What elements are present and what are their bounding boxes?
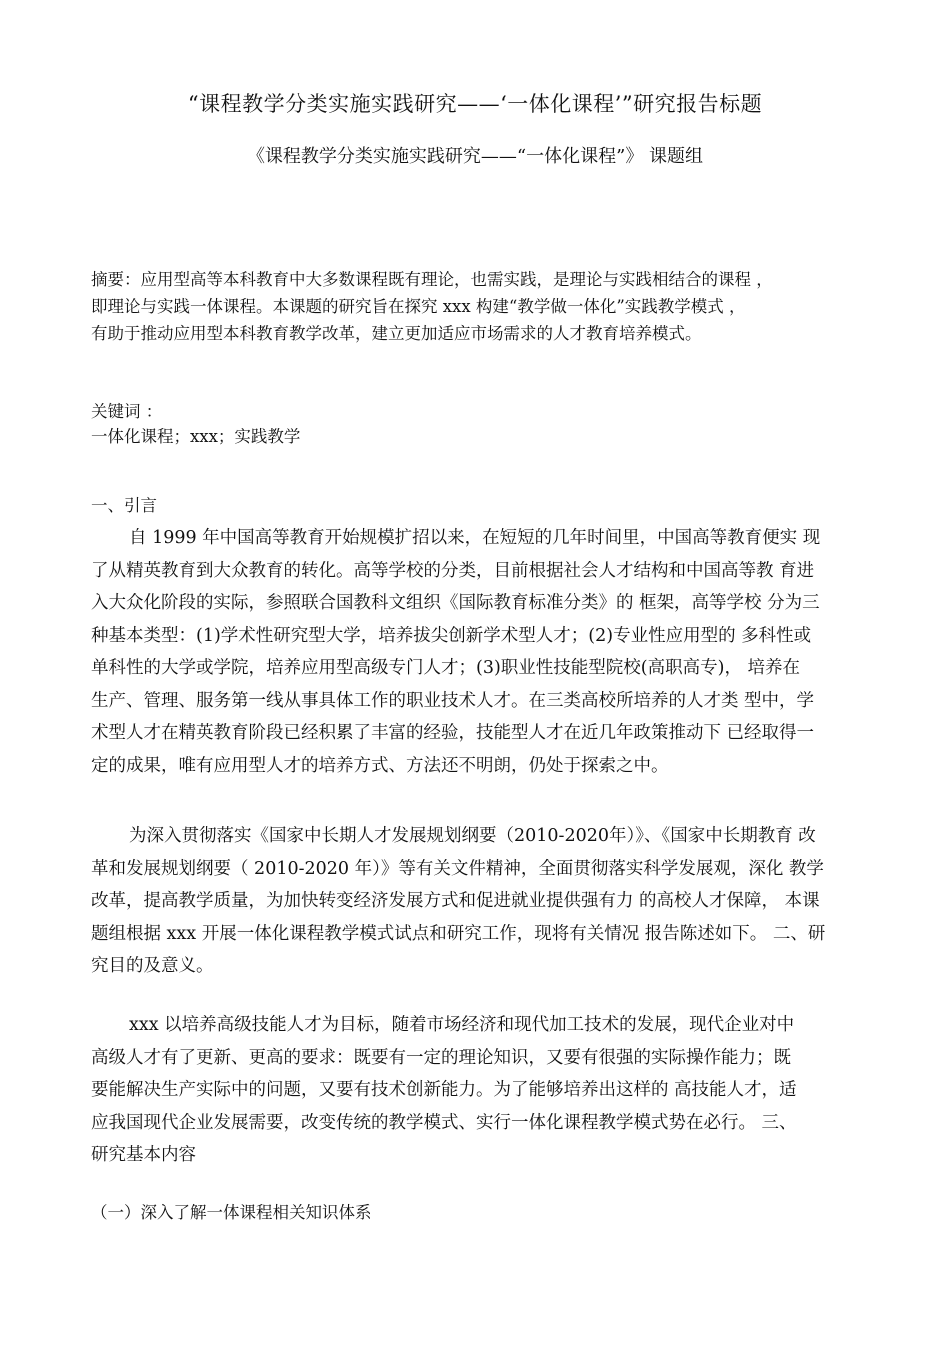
paragraph-line: 研究基本内容	[91, 1145, 196, 1165]
keywords-list: 一体化课程；xxx；实践教学	[91, 427, 301, 446]
subsection-heading: （一）深入了解一体课程相关知识体系	[91, 1203, 372, 1222]
paragraph-line: 术型人才在精英教育阶段已经积累了丰富的经验，技能型人才在近几年政策推动下 已经取得一	[91, 723, 815, 743]
keywords-block	[91, 399, 300, 449]
document-title: “课程教学分类实施实践研究——‘一体化课程’”研究报告标题	[187, 92, 763, 116]
paragraph-line: 单科性的大学或学院，培养应用型高级专门人才；(3)职业性技能型院校(高职高专)， 培养在	[91, 658, 801, 678]
paragraph-line: 革和发展规划纲要（ 2010-2020 年）》等有关文件精神，全面贯彻落实科学发展观，深化 教学	[91, 858, 824, 879]
abstract-line: 有助于推动应用型本科教育教学改革，建立更加适应市场需求的人才教育培养模式。	[91, 324, 702, 343]
paragraph-line: 了从精英教育到大众教育的转化。高等学校的分类，目前根据社会人才结构和中国高等教 育进	[91, 560, 815, 581]
document-subtitle: 《课程教学分类实施实践研究——“一体化课程”》 课题组	[246, 146, 704, 167]
abstract	[91, 266, 871, 347]
paragraph-line: 改革，提高教学质量，为加快转变经济发展方式和促进就业提供强有力 的高校人才保障， 本课	[91, 891, 820, 911]
paragraph-line: 为深入贯彻落实《国家中长期人才发展规划纲要（2010-2020年）》、《国家中长期教育 改	[129, 826, 816, 846]
paragraph-introduction	[91, 522, 891, 782]
paragraph-line: 入大众化阶段的实际，参照联合国教科文组织《国际教育标准分类》的 框架，高等学校 分为三	[91, 593, 820, 613]
paragraph-line: 定的成果，唯有应用型人才的培养方式、方法还不明朗，仍处于探索之中。	[91, 755, 669, 776]
paragraph-line: 要能解决生产实际中的问题，又要有技术创新能力。为了能够培养出这样的 高技能人才，适	[91, 1080, 797, 1100]
paragraph-line: 自 1999 年中国高等教育开始规模扩招以来，在短短的几年时间里，中国高等教育便实 现	[129, 528, 821, 548]
paragraph-line: 高级人才有了更新、更高的要求：既要有一定的理论知识，又要有很强的实际操作能力；既	[91, 1047, 791, 1068]
paragraph-line: 生产、管理、服务第一线从事具体工作的职业技术人才。在三类高校所培养的人才类 型中，学	[91, 690, 815, 711]
keywords-label: 关键词 ：	[91, 402, 163, 421]
abstract-line: 即理论与实践一体课程。本课题的研究旨在探究 xxx 构建“教学做一体化”实践教学模式 ，	[91, 297, 746, 316]
paragraph-line: 种基本类型：(1)学术性研究型大学，培养拔尖创新学术型人才；(2)专业性应用型的 多科性或	[91, 625, 812, 646]
paragraph-line: 究目的及意义。	[91, 956, 214, 976]
paragraph-line: 应我国现代企业发展需要，改变传统的教学模式、实行一体化课程教学模式势在必行。 三、	[91, 1112, 797, 1133]
section-heading-introduction: 一、引言	[91, 496, 157, 515]
abstract-line: 摘要：应用型高等本科教育中大多数课程既有理论，也需实践，是理论与实践相结合的课程 ，	[91, 270, 773, 289]
paragraph-line: 题组根据 xxx 开展一体化课程教学模式试点和研究工作，现将有关情况 报告陈述如下。 二、研	[91, 923, 826, 944]
paragraph-policy	[91, 820, 891, 983]
paragraph-objectives	[91, 1009, 891, 1172]
paragraph-line: xxx 以培养高级技能人才为目标，随着市场经济和现代加工技术的发展，现代企业对中	[129, 1015, 795, 1035]
